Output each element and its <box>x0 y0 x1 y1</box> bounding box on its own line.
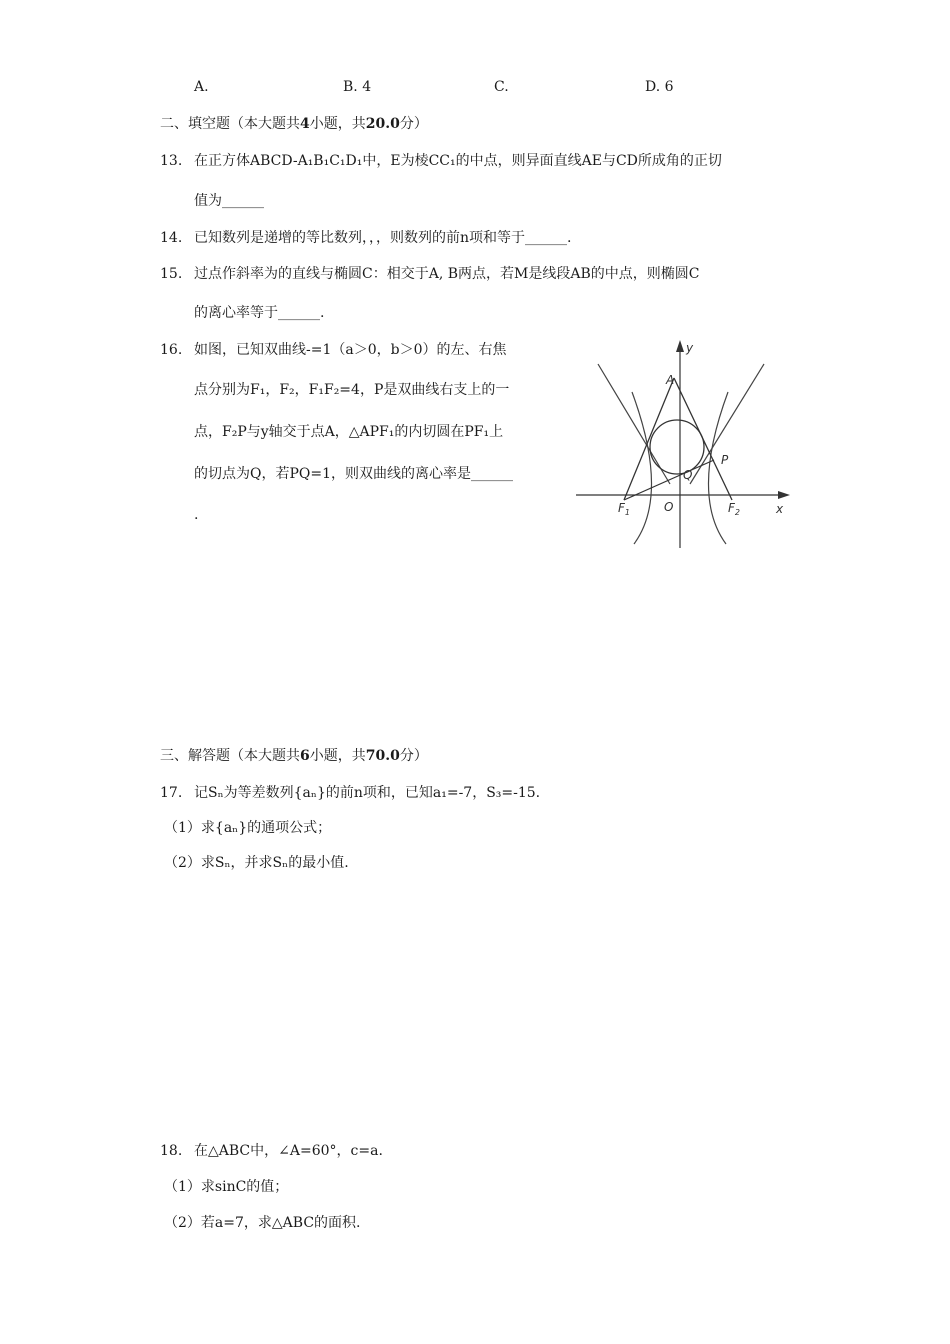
question-15-text: 过点作斜率为的直线与椭圆C：相交于A, B两点，若M是线段AB的中点，则椭圆C <box>194 266 700 282</box>
question-18-part-2: （2）若a=7，求△ABC的面积. <box>164 1215 361 1231</box>
choice-d: D. 6 <box>645 79 674 95</box>
question-18-text: 在△ABC中，∠A=60°，c=a. <box>194 1143 383 1159</box>
label-q: Q <box>683 468 693 482</box>
question-14-number: 14. <box>160 230 183 246</box>
question-13-number: 13. <box>160 153 183 169</box>
question-17-number: 17. <box>160 785 183 801</box>
label-y: y <box>686 341 694 355</box>
question-16-number: 16. <box>160 342 183 358</box>
choice-a: A. <box>194 79 209 95</box>
choice-c: C. <box>494 79 509 95</box>
question-13-text: 在正方体ABCD-A₁B₁C₁D₁中，E为棱CC₁的中点，则异面直线AE与CD所成角的正切 <box>194 153 722 169</box>
label-x: x <box>776 502 784 516</box>
question-15-text-2: 的离心率等于______. <box>194 305 325 321</box>
question-18-part-1: （1）求sinC的值； <box>164 1179 289 1195</box>
asymptote-left <box>598 364 670 484</box>
label-a: A <box>666 373 675 387</box>
hyperbola-left-branch <box>632 392 652 544</box>
label-f1: $F_1$ <box>618 501 630 517</box>
x-axis-arrow <box>778 491 790 499</box>
question-18-number: 18. <box>160 1143 183 1159</box>
label-f2: $F_2$ <box>728 501 740 517</box>
section-2-header: 二、填空题（本大题共4小题，共20.0分） <box>160 116 428 132</box>
question-16-text: 如图，已知双曲线-=1（a＞0，b＞0）的左、右焦 <box>194 342 507 358</box>
y-axis-arrow <box>676 340 684 352</box>
choice-b: B. 4 <box>343 79 372 95</box>
question-15-number: 15. <box>160 266 183 282</box>
incircle <box>650 420 704 474</box>
question-17-part-2: （2）求Sₙ，并求Sₙ的最小值. <box>164 855 349 871</box>
label-o: O <box>664 500 674 514</box>
hyperbola-right-branch <box>708 392 728 544</box>
question-16-text-2: 点分别为F₁，F₂，F₁F₂=4，P是双曲线右支上的一 <box>194 382 510 398</box>
hyperbola-figure <box>572 334 802 552</box>
question-14-text: 已知数列是递增的等比数列，，，则数列的前n项和等于______. <box>194 230 572 246</box>
question-17-text: 记Sₙ为等差数列{aₙ}的前n项和，已知a₁=-7，S₃=-15. <box>194 785 541 801</box>
section-3-header: 三、解答题（本大题共6小题，共70.0分） <box>160 748 428 764</box>
question-17-part-1: （1）求{aₙ}的通项公式； <box>164 820 332 836</box>
question-16-text-4: 的切点为Q，若PQ=1，则双曲线的离心率是______ <box>194 466 514 482</box>
label-p: P <box>721 453 729 467</box>
question-16-text-5: . <box>194 507 199 523</box>
question-13-text-2: 值为______ <box>194 193 264 209</box>
question-16-text-3: 点，F₂P与y轴交于点A，△APF₁的内切圆在PF₁上 <box>194 424 504 440</box>
